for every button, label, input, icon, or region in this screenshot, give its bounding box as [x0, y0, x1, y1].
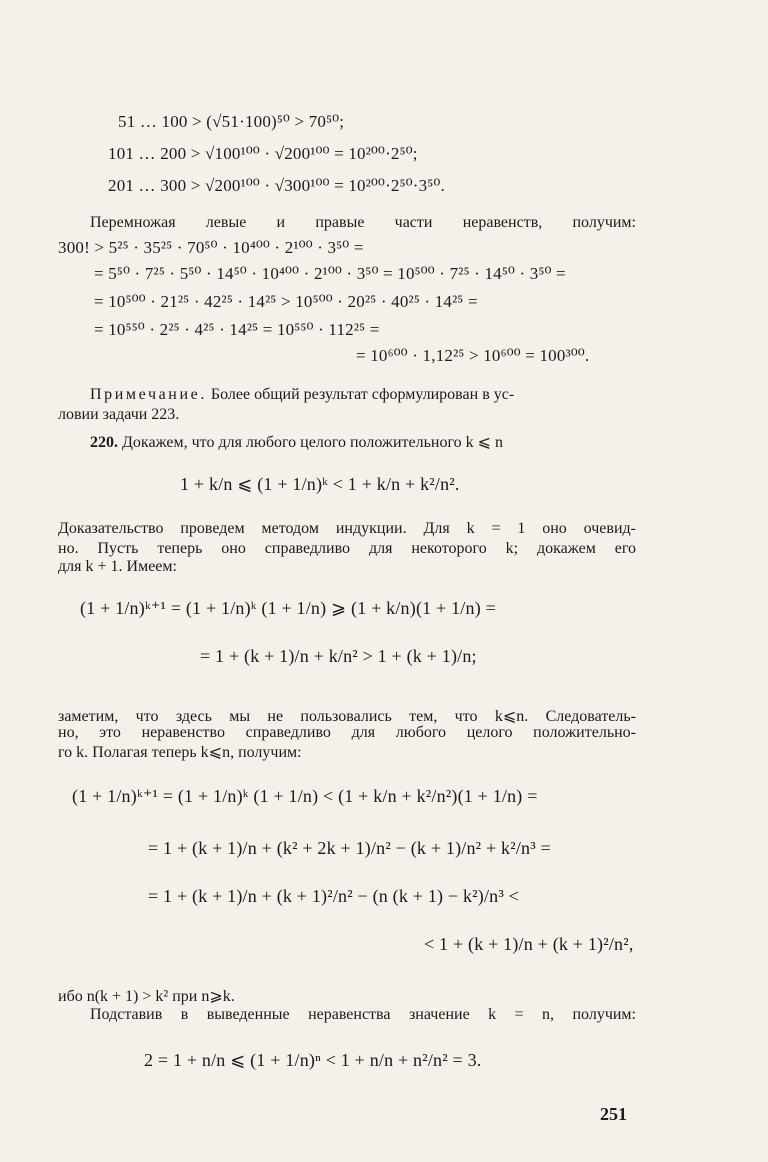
chain-step-3: = 10⁵⁵⁰ · 2²⁵ · 4²⁵ · 14²⁵ = 10⁵⁵⁰ · 112²⁵ =	[94, 320, 380, 339]
problem-statement: Докажем, что для любого целого положительного k ⩽ n	[122, 434, 504, 451]
chain-step-2: = 10⁵⁰⁰ · 21²⁵ · 42²⁵ · 14²⁵ > 10⁵⁰⁰ · 20²⁵ · 40²⁵ · 14²⁵ =	[94, 292, 478, 311]
upper-bound-step-2: = 1 + (k + 1)/n + (k² + 2k + 1)/n² − (k + 1)/n² + k²/n³ =	[148, 838, 551, 858]
note-paragraph	[90, 386, 514, 404]
remark-text-3: го k. Полагая теперь k⩽n, получим:	[58, 744, 302, 761]
upper-bound-result: < 1 + (k + 1)/n + (k + 1)²/n²,	[424, 934, 634, 954]
inequality-51-100: 51 … 100 > (√51·100)⁵⁰ > 70⁵⁰;	[118, 112, 345, 131]
proof-text-3: для k + 1. Имеем:	[58, 558, 177, 575]
note-text-cont: ловии задачи 223.	[58, 406, 180, 423]
text-multiply: Перемножая левые и правые части неравенств, получим:	[90, 214, 636, 231]
inequality-101-200: 101 … 200 > √100¹⁰⁰ · √200¹⁰⁰ = 10²⁰⁰·2⁵⁰;	[108, 144, 418, 163]
proof-text-1: Доказательство проведем методом индукции. Для k = 1 оно очевид-	[58, 520, 636, 537]
induction-step-1: (1 + 1/n)ᵏ⁺¹ = (1 + 1/n)ᵏ (1 + 1/n) ⩾ (1 + k/n)(1 + 1/n) =	[80, 598, 496, 618]
chain-result: = 10⁶⁰⁰ · 1,12²⁵ > 10⁶⁰⁰ = 100³⁰⁰.	[356, 346, 590, 365]
substitution-text: Подставив в выведенные неравенства значение k = n, получим:	[90, 1006, 636, 1023]
note-text: Более общий результат сформулирован в ус-	[210, 386, 515, 403]
proof-text-2: но. Пусть теперь оно справедливо для некоторого k; докажем его	[58, 540, 636, 557]
main-inequality: 1 + k/n ⩽ (1 + 1/n)ᵏ < 1 + k/n + k²/n².	[180, 474, 460, 494]
induction-step-2: = 1 + (k + 1)/n + k/n² > 1 + (k + 1)/n;	[200, 646, 477, 666]
upper-bound-step-1: (1 + 1/n)ᵏ⁺¹ = (1 + 1/n)ᵏ (1 + 1/n) < (1 + k/n + k²/n²)(1 + 1/n) =	[72, 786, 538, 806]
page-number: 251	[600, 1104, 627, 1124]
problem-number: 220.	[90, 434, 118, 451]
upper-bound-step-3: = 1 + (k + 1)/n + (k + 1)²/n² − (n (k + 1) − k²)/n³ <	[148, 886, 520, 906]
factorial-estimate: 300! > 5²⁵ · 35²⁵ · 70⁵⁰ · 10⁴⁰⁰ · 2¹⁰⁰ · 3⁵⁰ =	[58, 238, 364, 257]
reason-text: ибо n(k + 1) > k² при n⩾k.	[58, 988, 235, 1005]
inequality-201-300: 201 … 300 > √200¹⁰⁰ · √300¹⁰⁰ = 10²⁰⁰·2⁵⁰·3⁵⁰.	[108, 176, 445, 195]
remark-text-2: но, это неравенство справедливо для любого целого положительно-	[58, 724, 636, 741]
final-inequality: 2 = 1 + n/n ⩽ (1 + 1/n)ⁿ < 1 + n/n + n²/n² = 3.	[144, 1050, 482, 1070]
chain-step-1: = 5⁵⁰ · 7²⁵ · 5⁵⁰ · 14⁵⁰ · 10⁴⁰⁰ · 2¹⁰⁰ · 3⁵⁰ = 10⁵⁰⁰ · 7²⁵ · 14⁵⁰ · 3⁵⁰ =	[94, 264, 566, 283]
problem-220-heading	[90, 432, 503, 452]
note-label: Примечание.	[90, 386, 207, 403]
remark-text-1: заметим, что здесь мы не пользовались тем, что k⩽n. Следователь-	[58, 708, 636, 725]
